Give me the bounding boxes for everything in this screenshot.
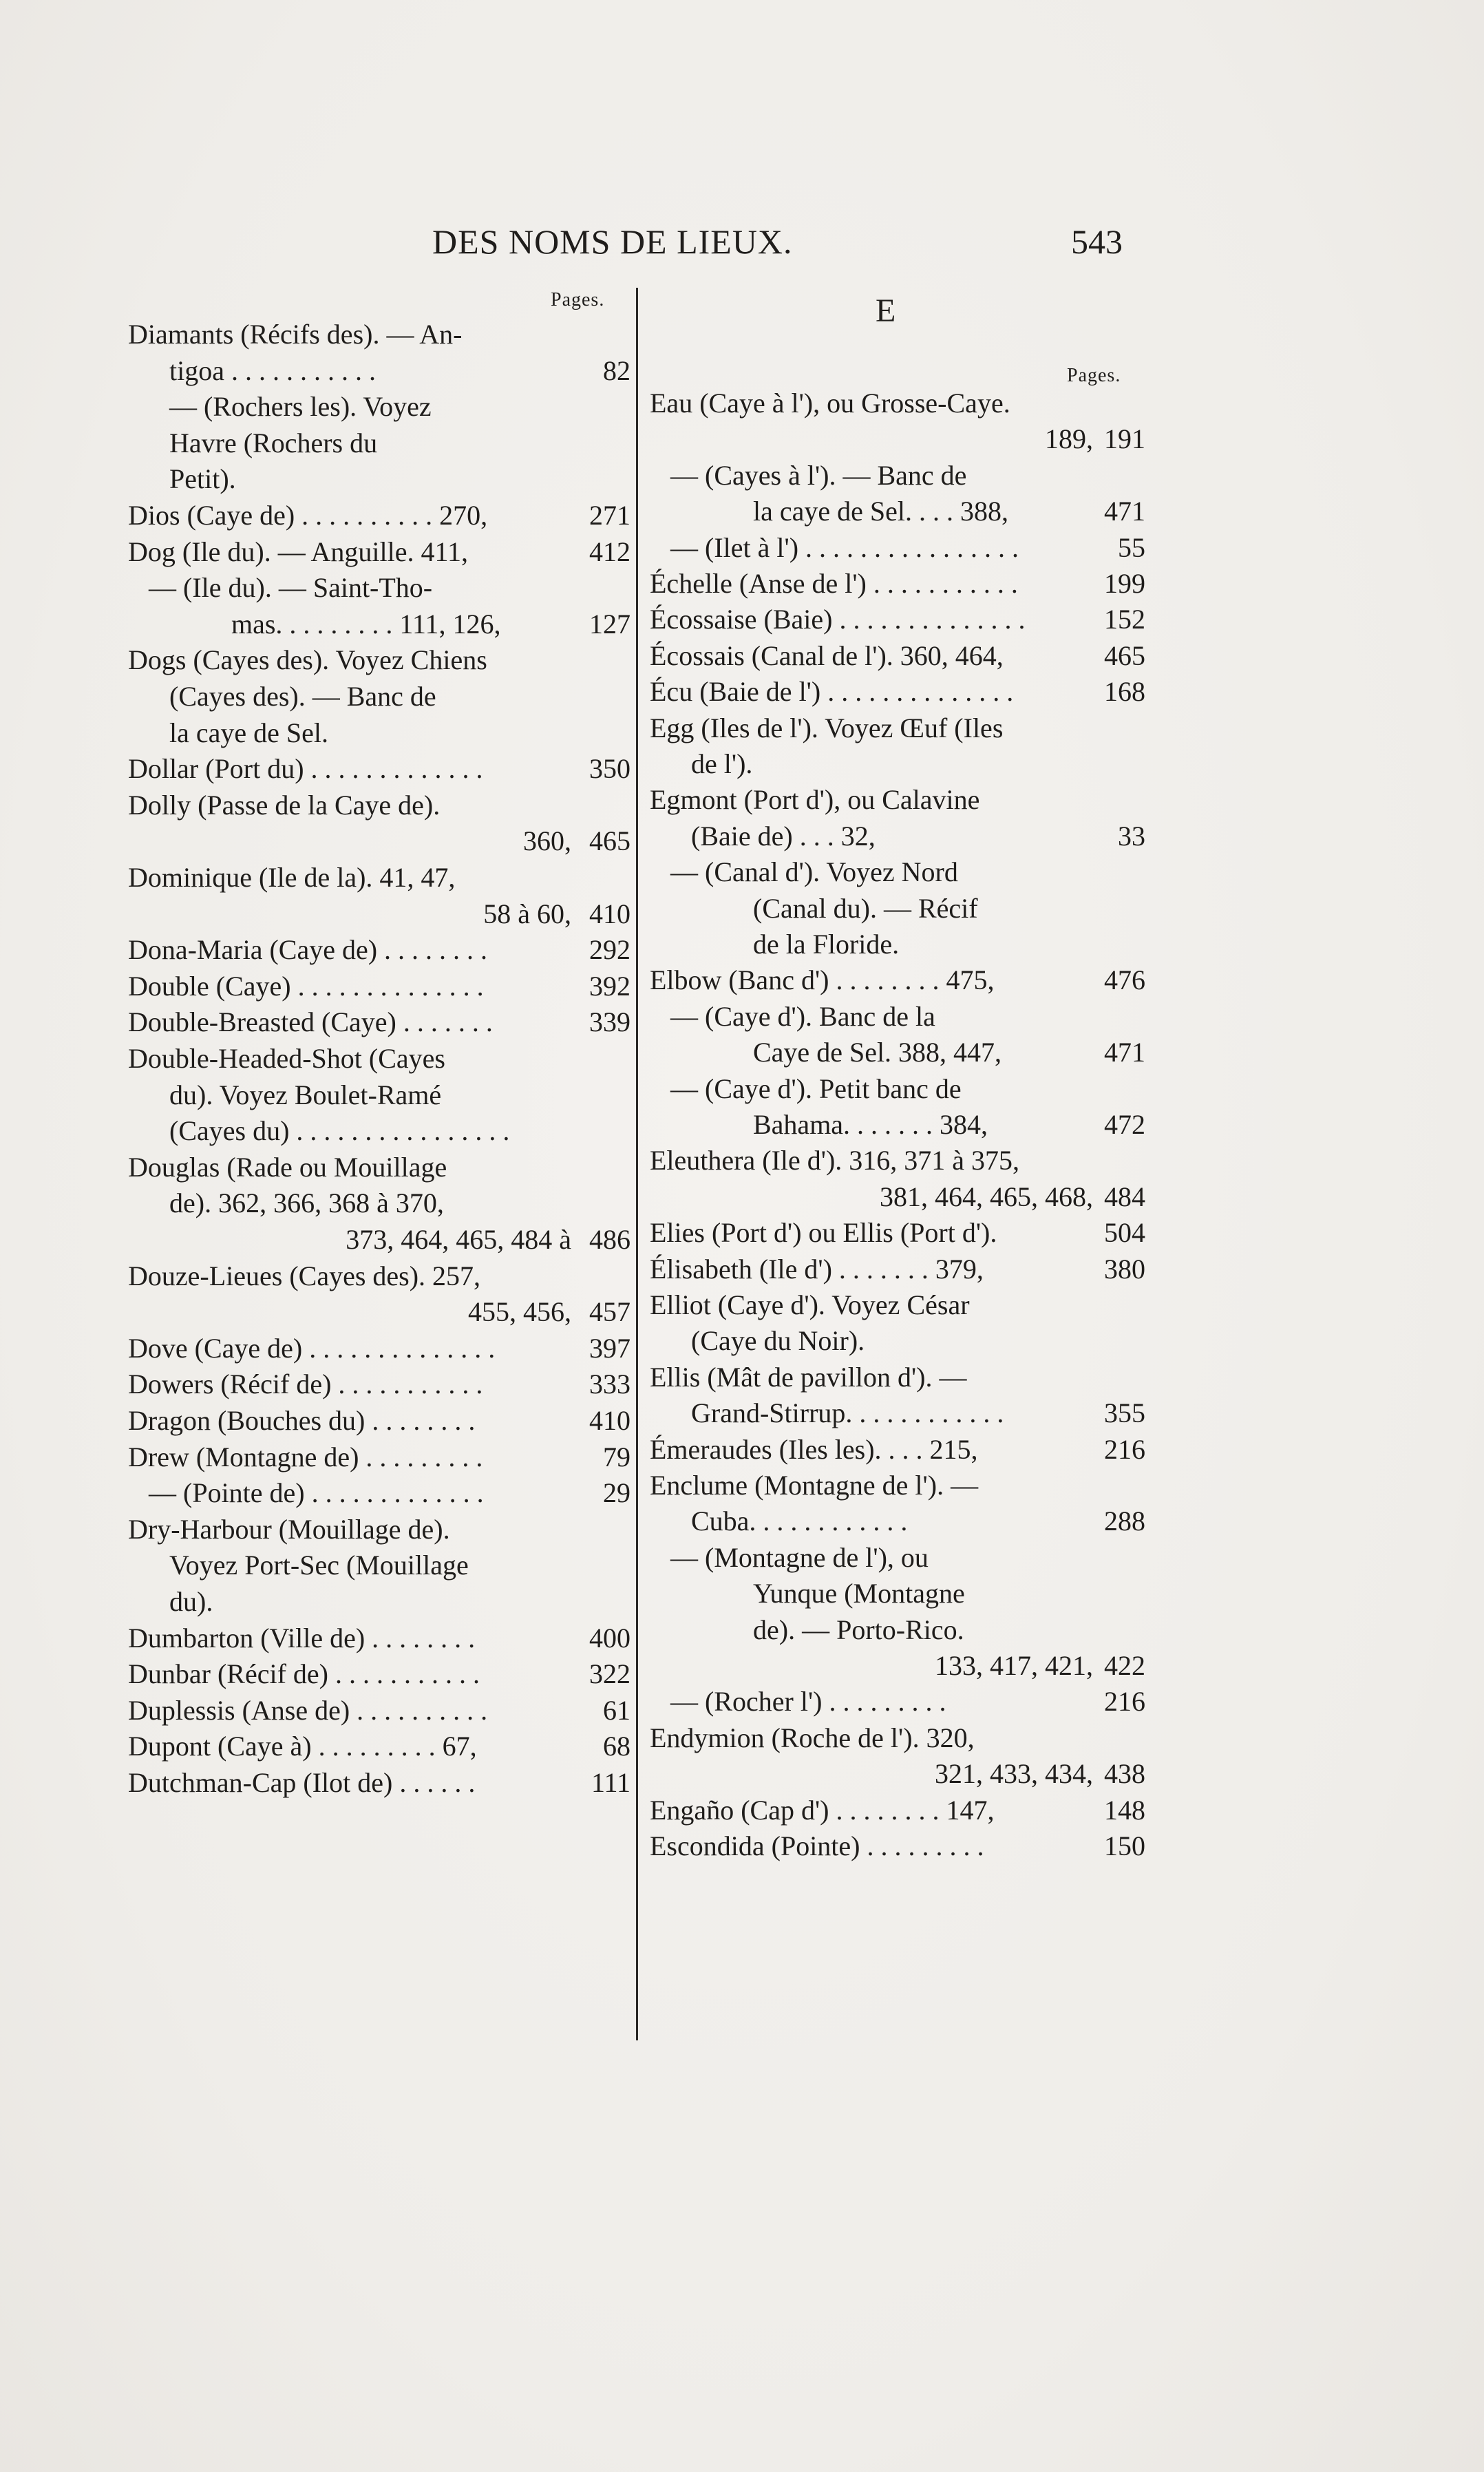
- page-reference: 465: [1104, 640, 1145, 671]
- index-line: [650, 962, 1145, 998]
- index-line: [650, 1432, 1145, 1468]
- page-reference: 148: [1104, 1794, 1145, 1826]
- index-entry-text: Dragon (Bouches du) . . . . . . . .: [128, 1405, 476, 1436]
- index-entry-text: Eau (Caye à l'), ou Grosse-Caye.: [650, 388, 1010, 419]
- index-entry-text: — (Pointe de) . . . . . . . . . . . . .: [149, 1477, 484, 1509]
- index-entry-text: Enclume (Montagne de l'). —: [650, 1470, 979, 1501]
- page-reference: 392: [589, 970, 630, 1002]
- index-entry-text: Egmont (Port d'), ou Calavine: [650, 784, 980, 816]
- page-reference: 271: [589, 500, 630, 531]
- index-entry-text: Cuba. . . . . . . . . . . .: [691, 1506, 908, 1537]
- index-line: [128, 932, 630, 968]
- index-line: [650, 710, 1145, 746]
- index-line: [128, 1331, 630, 1366]
- index-entry-text: Douze-Lieues (Cayes des). 257,: [128, 1260, 481, 1291]
- index-line: [650, 1612, 1145, 1648]
- index-line: [128, 751, 630, 787]
- index-entry-text: 58 à 60,: [483, 898, 571, 929]
- index-entry-text: Dowers (Récif de) . . . . . . . . . . .: [128, 1369, 483, 1400]
- index-entry-text: (Baie de) . . . 32,: [691, 820, 876, 852]
- index-line: [128, 969, 630, 1004]
- index-line: [650, 1251, 1145, 1287]
- index-line: [650, 1576, 1145, 1612]
- index-line: [650, 674, 1145, 710]
- index-entry-text: Élisabeth (Ile d') . . . . . . . 379,: [650, 1253, 984, 1285]
- page-reference: 199: [1104, 568, 1145, 599]
- page-reference: 191: [1104, 423, 1145, 455]
- index-line: [128, 1765, 630, 1801]
- page-reference: 152: [1104, 604, 1145, 635]
- page-reference: 438: [1104, 1758, 1145, 1790]
- index-entry-text: (Cayes des). — Banc de: [169, 681, 436, 712]
- index-entry-text: Dominique (Ile de la). 41, 47,: [128, 862, 456, 893]
- page-reference: 472: [1104, 1109, 1145, 1140]
- index-line: [128, 1077, 630, 1113]
- index-line: [128, 1403, 630, 1439]
- index-line: [650, 854, 1145, 890]
- page-reference: 33: [1118, 820, 1145, 852]
- index-line: [650, 530, 1145, 566]
- index-line: [128, 498, 630, 534]
- index-line: [650, 1287, 1145, 1323]
- index-line: [650, 818, 1145, 854]
- index-line: [650, 1756, 1145, 1792]
- index-entry-text: Douglas (Rade ou Mouillage: [128, 1151, 447, 1183]
- index-line: [128, 823, 630, 859]
- index-entry-text: — (Caye d'). Banc de la: [670, 1000, 935, 1032]
- index-entry-text: Drew (Montagne de) . . . . . . . . .: [128, 1441, 483, 1472]
- index-entry-text: Ellis (Mât de pavillon d'). —: [650, 1361, 967, 1393]
- column-divider: [636, 288, 638, 2040]
- index-line: [650, 1215, 1145, 1251]
- index-line: [128, 317, 630, 352]
- index-entry-text: 133, 417, 421,: [935, 1650, 1093, 1681]
- index-line: [128, 1222, 630, 1258]
- index-entry-text: Eleuthera (Ile d'). 316, 371 à 375,: [650, 1145, 1020, 1176]
- pages-header-right: Pages.: [1067, 365, 1121, 386]
- index-entry-text: Engaño (Cap d') . . . . . . . . 147,: [650, 1794, 995, 1826]
- index-entry-text: 373, 464, 465, 484 à: [346, 1224, 571, 1255]
- index-line: [128, 1656, 630, 1692]
- index-entry-text: Dona-Maria (Caye de) . . . . . . . .: [128, 934, 488, 966]
- index-line: [128, 606, 630, 642]
- index-entry-text: Diamants (Récifs des). — An-: [128, 319, 463, 350]
- index-entry-text: de la Floride.: [753, 929, 900, 960]
- page-reference: 150: [1104, 1830, 1145, 1861]
- index-line: [128, 1041, 630, 1077]
- running-title: DES NOMS DE LIEUX.: [432, 222, 793, 261]
- page-reference: 380: [1104, 1253, 1145, 1285]
- index-line: [650, 1793, 1145, 1828]
- index-entry-text: Elbow (Banc d') . . . . . . . . 475,: [650, 964, 995, 996]
- index-line: [650, 638, 1145, 674]
- index-line: [128, 1439, 630, 1475]
- index-line: [128, 860, 630, 896]
- index-entry-text: Double-Breasted (Caye) . . . . . . .: [128, 1006, 493, 1038]
- index-entry-text: la caye de Sel. . . . 388,: [753, 496, 1008, 527]
- index-entry-text: — (Rocher l') . . . . . . . . .: [670, 1686, 946, 1718]
- page-reference: 339: [589, 1006, 630, 1038]
- index-entry-text: Duplessis (Anse de) . . . . . . . . . .: [128, 1694, 488, 1726]
- index-line: [650, 1179, 1145, 1215]
- page-reference: 471: [1104, 496, 1145, 527]
- index-line: [128, 788, 630, 823]
- index-entry-text: Elies (Port d') ou Ellis (Port d').: [650, 1217, 997, 1249]
- index-line: [128, 353, 630, 389]
- index-line: [128, 1258, 630, 1294]
- index-line: [650, 1143, 1145, 1179]
- index-line: [650, 1468, 1145, 1503]
- index-entry-text: de l').: [691, 748, 753, 779]
- page-reference: 504: [1104, 1217, 1145, 1249]
- index-line: [128, 896, 630, 932]
- index-line: [650, 421, 1145, 457]
- index-entry-text: Dutchman-Cap (Ilot de) . . . . . .: [128, 1767, 476, 1798]
- index-line: [128, 461, 630, 497]
- index-line: [650, 746, 1145, 782]
- index-line: [650, 1035, 1145, 1070]
- index-entry-text: 360,: [523, 825, 571, 857]
- page-reference: 216: [1104, 1433, 1145, 1465]
- index-line: [650, 1648, 1145, 1684]
- index-line: [128, 1620, 630, 1656]
- index-entry-text: Dry-Harbour (Mouillage de).: [128, 1513, 450, 1545]
- index-entry-text: — (Cayes à l'). — Banc de: [670, 459, 967, 491]
- index-entry-text: Dunbar (Récif de) . . . . . . . . . . .: [128, 1658, 480, 1690]
- page-reference: 410: [589, 898, 630, 929]
- page-reference: 68: [603, 1731, 630, 1762]
- index-entry-text: Échelle (Anse de l') . . . . . . . . . . .: [650, 568, 1018, 599]
- page-reference: 82: [603, 355, 630, 386]
- index-entry-text: (Canal du). — Récif: [753, 892, 978, 924]
- index-line: [128, 1584, 630, 1620]
- index-line: [650, 1071, 1145, 1107]
- page-reference: 322: [589, 1658, 630, 1690]
- index-entry-text: Dios (Caye de) . . . . . . . . . . 270,: [128, 500, 488, 531]
- index-entry-text: Écossais (Canal de l'). 360, 464,: [650, 640, 1004, 671]
- index-entry-text: Elliot (Caye d'). Voyez César: [650, 1289, 970, 1320]
- index-line: [128, 570, 630, 606]
- index-entry-text: Bahama. . . . . . . 384,: [753, 1109, 988, 1140]
- index-entry-text: Dove (Caye de) . . . . . . . . . . . . . .: [128, 1332, 496, 1364]
- index-entry-text: 189,: [1045, 423, 1093, 455]
- page-reference: 471: [1104, 1037, 1145, 1068]
- index-entry-text: de). 362, 366, 368 à 370,: [169, 1187, 444, 1219]
- page-reference: 410: [589, 1405, 630, 1436]
- page-reference: 400: [589, 1622, 630, 1654]
- index-line: [128, 1294, 630, 1330]
- page-reference: 350: [589, 753, 630, 785]
- index-entry-text: Escondida (Pointe) . . . . . . . . .: [650, 1830, 984, 1861]
- index-entry-text: Dog (Ile du). — Anguille. 411,: [128, 536, 469, 567]
- page-reference: 422: [1104, 1650, 1145, 1681]
- index-entry-text: Dollar (Port du) . . . . . . . . . . . . .: [128, 753, 483, 785]
- index-entry-text: Petit).: [169, 463, 236, 495]
- index-entry-text: Double-Headed-Shot (Cayes: [128, 1043, 445, 1074]
- index-entry-text: Dumbarton (Ville de) . . . . . . . .: [128, 1622, 476, 1654]
- page-reference: 216: [1104, 1686, 1145, 1718]
- page-reference: 486: [589, 1224, 630, 1255]
- index-line: [128, 389, 630, 425]
- index-entry-text: Yunque (Montagne: [753, 1578, 965, 1609]
- index-entry-text: Dolly (Passe de la Caye de).: [128, 789, 441, 821]
- index-line: [650, 1360, 1145, 1395]
- index-line: [128, 1693, 630, 1729]
- page-reference: 79: [603, 1441, 630, 1472]
- index-entry-text: — (Ile du). — Saint-Tho-: [149, 572, 433, 604]
- index-entry-text: Havre (Rochers du: [169, 427, 378, 458]
- index-entry-text: — (Canal d'). Voyez Nord: [670, 856, 958, 888]
- page-number: 543: [1071, 222, 1123, 261]
- index-line: [650, 602, 1145, 637]
- index-entry-text: Egg (Iles de l'). Voyez Œuf (Iles: [650, 712, 1004, 743]
- index-entry-text: Caye de Sel. 388, 447,: [753, 1037, 1002, 1068]
- index-entry-text: tigoa . . . . . . . . . . .: [169, 355, 376, 386]
- index-line: [650, 927, 1145, 962]
- index-entry-text: la caye de Sel.: [169, 717, 328, 748]
- index-entry-text: (Cayes du) . . . . . . . . . . . . . . . .: [169, 1115, 510, 1147]
- index-line: [128, 425, 630, 461]
- page-reference: 111: [591, 1767, 630, 1798]
- index-line: [650, 1540, 1145, 1576]
- page-reference: 355: [1104, 1397, 1145, 1429]
- index-entry-text: mas. . . . . . . . . 111, 126,: [231, 608, 501, 640]
- index-line: [650, 1107, 1145, 1143]
- index-line: [650, 494, 1145, 529]
- index-line: [650, 782, 1145, 818]
- index-line: [650, 1395, 1145, 1431]
- page-reference: 412: [589, 536, 630, 567]
- section-letter: E: [876, 293, 896, 329]
- index-line: [650, 385, 1145, 421]
- pages-header-left: Pages.: [551, 289, 605, 310]
- page-reference: 457: [589, 1296, 630, 1328]
- index-line: [128, 679, 630, 715]
- index-line: [128, 642, 630, 678]
- index-line: [650, 1503, 1145, 1539]
- page-reference: 484: [1104, 1181, 1145, 1212]
- index-line: [128, 1729, 630, 1764]
- index-line: [128, 1475, 630, 1511]
- index-line: [128, 1512, 630, 1547]
- index-line: [128, 1113, 630, 1149]
- index-entry-text: de). — Porto-Rico.: [753, 1614, 964, 1645]
- page-reference: 55: [1118, 531, 1145, 563]
- page-reference: 288: [1104, 1506, 1145, 1537]
- index-entry-text: Dogs (Cayes des). Voyez Chiens: [128, 644, 487, 676]
- page-reference: 61: [603, 1694, 630, 1726]
- index-line: [128, 715, 630, 751]
- index-entry-text: 455, 456,: [468, 1296, 571, 1328]
- index-entry-text: Grand-Stirrup. . . . . . . . . . . .: [691, 1397, 1004, 1429]
- index-line: [650, 1323, 1145, 1359]
- index-line: [650, 458, 1145, 494]
- index-entry-text: 321, 433, 434,: [935, 1758, 1093, 1790]
- index-line: [128, 1185, 630, 1221]
- index-line: [650, 999, 1145, 1035]
- index-line: [650, 1684, 1145, 1720]
- index-entry-text: — (Caye d'). Petit banc de: [670, 1073, 962, 1104]
- page-reference: 292: [589, 934, 630, 966]
- index-entry-text: Écu (Baie de l') . . . . . . . . . . . . . .: [650, 676, 1014, 708]
- index-entry-text: Double (Caye) . . . . . . . . . . . . . .: [128, 970, 484, 1002]
- page-reference: 333: [589, 1369, 630, 1400]
- index-line: [650, 1720, 1145, 1756]
- index-entry-text: (Caye du Noir).: [691, 1325, 865, 1357]
- index-entry-text: Écossaise (Baie) . . . . . . . . . . . . . .: [650, 604, 1026, 635]
- index-entry-text: — (Rochers les). Voyez: [169, 391, 432, 423]
- index-entry-text: 381, 464, 465, 468,: [880, 1181, 1093, 1212]
- index-line: [128, 534, 630, 570]
- page-reference: 397: [589, 1332, 630, 1364]
- index-entry-text: Dupont (Caye à) . . . . . . . . . 67,: [128, 1731, 477, 1762]
- index-entry-text: Voyez Port-Sec (Mouillage: [169, 1550, 469, 1581]
- index-entry-text: — (Ilet à l') . . . . . . . . . . . . . . . .: [670, 531, 1019, 563]
- page-reference: 168: [1104, 676, 1145, 708]
- index-line: [128, 1366, 630, 1402]
- page-reference: 476: [1104, 964, 1145, 996]
- index-line: [650, 1828, 1145, 1864]
- index-line: [128, 1150, 630, 1185]
- index-entry-text: du). Voyez Boulet-Ramé: [169, 1079, 442, 1110]
- index-entry-text: Endymion (Roche de l'). 320,: [650, 1722, 975, 1753]
- index-line: [650, 891, 1145, 927]
- index-entry-text: — (Montagne de l'), ou: [670, 1541, 929, 1573]
- page-reference: 465: [589, 825, 630, 857]
- index-entry-text: Émeraudes (Iles les). . . . 215,: [650, 1433, 978, 1465]
- index-line: [128, 1004, 630, 1040]
- index-line: [128, 1547, 630, 1583]
- page-reference: 127: [589, 608, 630, 640]
- index-entry-text: du).: [169, 1586, 213, 1617]
- index-line: [650, 566, 1145, 602]
- page-reference: 29: [603, 1477, 630, 1509]
